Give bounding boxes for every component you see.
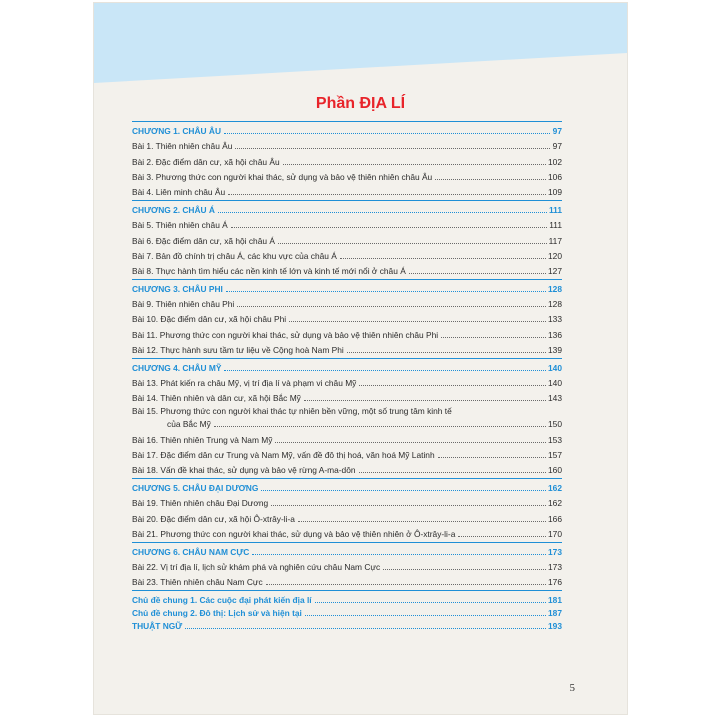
lesson-entry-page: 97 <box>552 141 562 152</box>
topic-entry[interactable] <box>132 605 562 618</box>
lesson-entry-page: 136 <box>548 329 562 340</box>
lesson-entry[interactable] <box>132 309 562 324</box>
chapter-heading-page: 128 <box>548 284 562 295</box>
lesson-entry[interactable] <box>132 557 562 572</box>
dot-leader <box>383 568 546 570</box>
lesson-entry-label: Bài 13. Phát kiến ra châu Mỹ, vị trí địa lí và phạm vi châu Mỹ <box>132 378 357 389</box>
lesson-entry-page: 106 <box>548 171 562 182</box>
lesson-entry[interactable] <box>132 445 562 460</box>
dot-leader <box>218 211 547 213</box>
lesson-entry-page: 109 <box>548 186 562 197</box>
lesson-entry[interactable] <box>132 373 562 388</box>
chapter-heading-page: 111 <box>548 205 562 216</box>
dot-leader <box>298 520 546 522</box>
dot-leader <box>224 132 550 134</box>
lesson-entry-page: 127 <box>548 265 562 276</box>
lesson-entry-page: 153 <box>548 434 562 445</box>
lesson-entry[interactable] <box>132 460 562 475</box>
dot-leader <box>231 226 548 228</box>
topic-entry[interactable] <box>132 618 562 631</box>
lesson-entry[interactable] <box>132 324 562 339</box>
dot-leader <box>237 305 546 307</box>
dot-leader <box>409 272 546 274</box>
lesson-entry[interactable] <box>132 182 562 197</box>
lesson-entry-label: Bài 8. Thực hành tìm hiểu các nền kinh tế lớn và kinh tế mới nổi ở châu Á <box>132 265 406 276</box>
dot-leader <box>214 425 546 427</box>
dot-leader <box>224 369 546 371</box>
lesson-entry-continued-label: của Bắc Mỹ <box>167 419 211 430</box>
topic-entry-label: THUẬT NGỮ <box>132 621 183 632</box>
lesson-entry-label: Bài 3. Phương thức con người khai thác, sử dụng và bảo vệ thiên nhiên châu Âu <box>132 171 433 182</box>
lesson-entry-label: Bài 17. Đặc điểm dân cư Trung và Nam Mỹ, vấn đề đô thị hoá, văn hoá Mỹ Latinh <box>132 449 435 460</box>
lesson-entry[interactable] <box>132 230 562 245</box>
lesson-entry-label: Bài 21. Phương thức con người khai thác, sử dụng và bảo vệ thiên nhiên ở Ô-xtrây-li-a <box>132 528 456 539</box>
lesson-entry-label: Bài 20. Đặc điểm dân cư, xã hội Ô-xtrây-li-a <box>132 513 295 524</box>
chapter-heading-label: CHƯƠNG 4. CHÂU MỸ <box>132 363 222 373</box>
page-title: Phần ĐỊA LÍ <box>315 95 406 112</box>
dot-leader <box>283 163 546 165</box>
lesson-entry-page: 157 <box>548 449 562 460</box>
dot-leader <box>435 178 546 180</box>
dot-leader <box>441 336 546 338</box>
table-of-contents <box>132 121 562 631</box>
lesson-entry-label: Bài 2. Đặc điểm dân cư, xã hội châu Âu <box>132 156 280 167</box>
lesson-entry-label: Bài 5. Thiên nhiên châu Á <box>132 220 228 231</box>
lesson-entry[interactable] <box>132 508 562 523</box>
lesson-entry[interactable] <box>132 429 562 444</box>
lesson-entry[interactable] <box>132 246 562 261</box>
chapter-heading[interactable] <box>132 121 562 136</box>
lesson-entry[interactable] <box>132 493 562 508</box>
lesson-entry-page: 120 <box>548 250 562 261</box>
header-banner <box>94 3 627 83</box>
dot-leader <box>359 471 547 473</box>
lesson-entry-page: 133 <box>548 314 562 325</box>
chapter-heading-label: CHƯƠNG 1. CHÂU ÂU <box>132 126 222 137</box>
dot-leader <box>275 441 546 443</box>
lesson-entry-label: Bài 4. Liên minh châu Âu <box>132 186 226 197</box>
dot-leader <box>315 601 546 603</box>
dot-leader <box>347 351 546 353</box>
lesson-entry-page: 160 <box>548 464 562 475</box>
lesson-entry[interactable] <box>132 261 562 276</box>
dot-leader <box>438 456 546 458</box>
chapter-heading-page: 173 <box>548 546 562 557</box>
dot-leader <box>278 242 547 244</box>
lesson-entry-page: 128 <box>548 299 562 310</box>
topic-entry-page: 187 <box>548 608 562 619</box>
lesson-entry-page: 143 <box>548 393 562 404</box>
lesson-entry[interactable] <box>132 340 562 355</box>
chapter-heading-page: 97 <box>552 126 562 137</box>
lesson-entry-label: Bài 15. Phương thức con người khai thác tự nhiên bền vững, một số trung tâm kinh tế <box>132 406 452 417</box>
lesson-entry-page: 111 <box>549 220 562 231</box>
chapter-heading[interactable] <box>132 478 562 493</box>
lesson-entry-label: Bài 19. Thiên nhiên châu Đại Dương <box>132 498 269 509</box>
chapter-heading-page: 140 <box>548 363 562 373</box>
lesson-entry-continued[interactable] <box>132 417 562 429</box>
lesson-entry[interactable] <box>132 151 562 166</box>
chapter-heading[interactable] <box>132 358 562 373</box>
lesson-entry[interactable] <box>132 572 562 587</box>
lesson-entry-label: Bài 18. Vấn đề khai thác, sử dụng và bảo vệ rừng A-ma-dôn <box>132 464 356 475</box>
dot-leader <box>235 147 550 149</box>
lesson-entry-label: Bài 12. Thực hành sưu tầm tư liệu về Cộng hoà Nam Phi <box>132 344 344 355</box>
lesson-entry-page: 102 <box>548 156 562 167</box>
dot-leader <box>271 504 546 506</box>
dot-leader <box>289 320 546 322</box>
lesson-entry[interactable] <box>132 215 562 230</box>
dot-leader <box>228 193 546 195</box>
lesson-entry-page: 162 <box>548 498 562 509</box>
lesson-entry-page: 176 <box>548 577 562 588</box>
lesson-entry-page: 173 <box>548 562 562 573</box>
lesson-entry-page: 139 <box>548 344 562 355</box>
lesson-entry-continued-page: 150 <box>548 419 562 430</box>
chapter-heading-label: CHƯƠNG 6. CHÂU NAM CỰC <box>132 546 250 557</box>
lesson-entry-label: Bài 23. Thiên nhiên châu Nam Cực <box>132 577 263 588</box>
dot-leader <box>226 290 546 292</box>
lesson-entry-label: Bài 16. Thiên nhiên Trung và Nam Mỹ <box>132 434 273 445</box>
lesson-entry[interactable] <box>132 388 562 403</box>
page-number: 5 <box>569 682 575 694</box>
chapter-heading-label: CHƯƠNG 3. CHÂU PHI <box>132 284 223 295</box>
topic-entry-page: 193 <box>548 621 562 632</box>
topic-entry-label: Chủ đề chung 2. Đô thị: Lịch sử và hiện tại <box>132 608 302 619</box>
dot-leader <box>252 553 546 555</box>
lesson-entry-label: Bài 9. Thiên nhiên châu Phi <box>132 299 235 310</box>
chapter-heading-label: CHƯƠNG 5. CHÂU ĐẠI DƯƠNG <box>132 483 259 494</box>
lesson-entry[interactable] <box>132 403 562 429</box>
chapter-heading[interactable] <box>132 200 562 215</box>
dot-leader <box>305 614 546 616</box>
lesson-entry[interactable] <box>132 524 562 539</box>
chapter-heading-page: 162 <box>548 483 562 494</box>
lesson-entry-label: Bài 14. Thiên nhiên và dân cư, xã hội Bắc Mỹ <box>132 393 301 404</box>
topic-entry[interactable] <box>132 590 562 605</box>
chapter-heading[interactable] <box>132 542 562 557</box>
lesson-entry-label: Bài 10. Đặc điểm dân cư, xã hội châu Phi <box>132 314 287 325</box>
topic-entry-page: 181 <box>548 595 562 606</box>
lesson-entry-page: 117 <box>548 235 562 246</box>
lesson-entry[interactable] <box>132 294 562 309</box>
dot-leader <box>359 384 546 386</box>
lesson-entry[interactable] <box>132 167 562 182</box>
dot-leader <box>266 583 546 585</box>
lesson-entry-label: Bài 7. Bản đồ chính trị châu Á, các khu vực của châu Á <box>132 250 337 261</box>
lesson-entry[interactable] <box>132 136 562 151</box>
topic-entry-label: Chủ đề chung 1. Các cuộc đại phát kiến địa lí <box>132 595 312 606</box>
book-page <box>94 3 627 714</box>
lesson-entry-label: Bài 22. Vị trí địa lí, lịch sử khám phá và nghiên cứu châu Nam Cực <box>132 562 381 573</box>
lesson-entry-page: 166 <box>548 513 562 524</box>
lesson-entry-label: Bài 11. Phương thức con người khai thác, sử dụng và bảo vệ thiên nhiên châu Phi <box>132 329 439 340</box>
dot-leader <box>185 627 546 629</box>
dot-leader <box>304 399 546 401</box>
chapter-heading-label: CHƯƠNG 2. CHÂU Á <box>132 205 215 216</box>
dot-leader <box>261 489 546 491</box>
dot-leader <box>340 257 546 259</box>
lesson-entry-label: Bài 6. Đặc điểm dân cư, xã hội châu Á <box>132 235 275 246</box>
dot-leader <box>458 535 546 537</box>
lesson-entry-label: Bài 1. Thiên nhiên châu Âu <box>132 141 233 152</box>
lesson-entry-page: 140 <box>548 378 562 389</box>
lesson-entry-page: 170 <box>548 528 562 539</box>
chapter-heading[interactable] <box>132 279 562 294</box>
